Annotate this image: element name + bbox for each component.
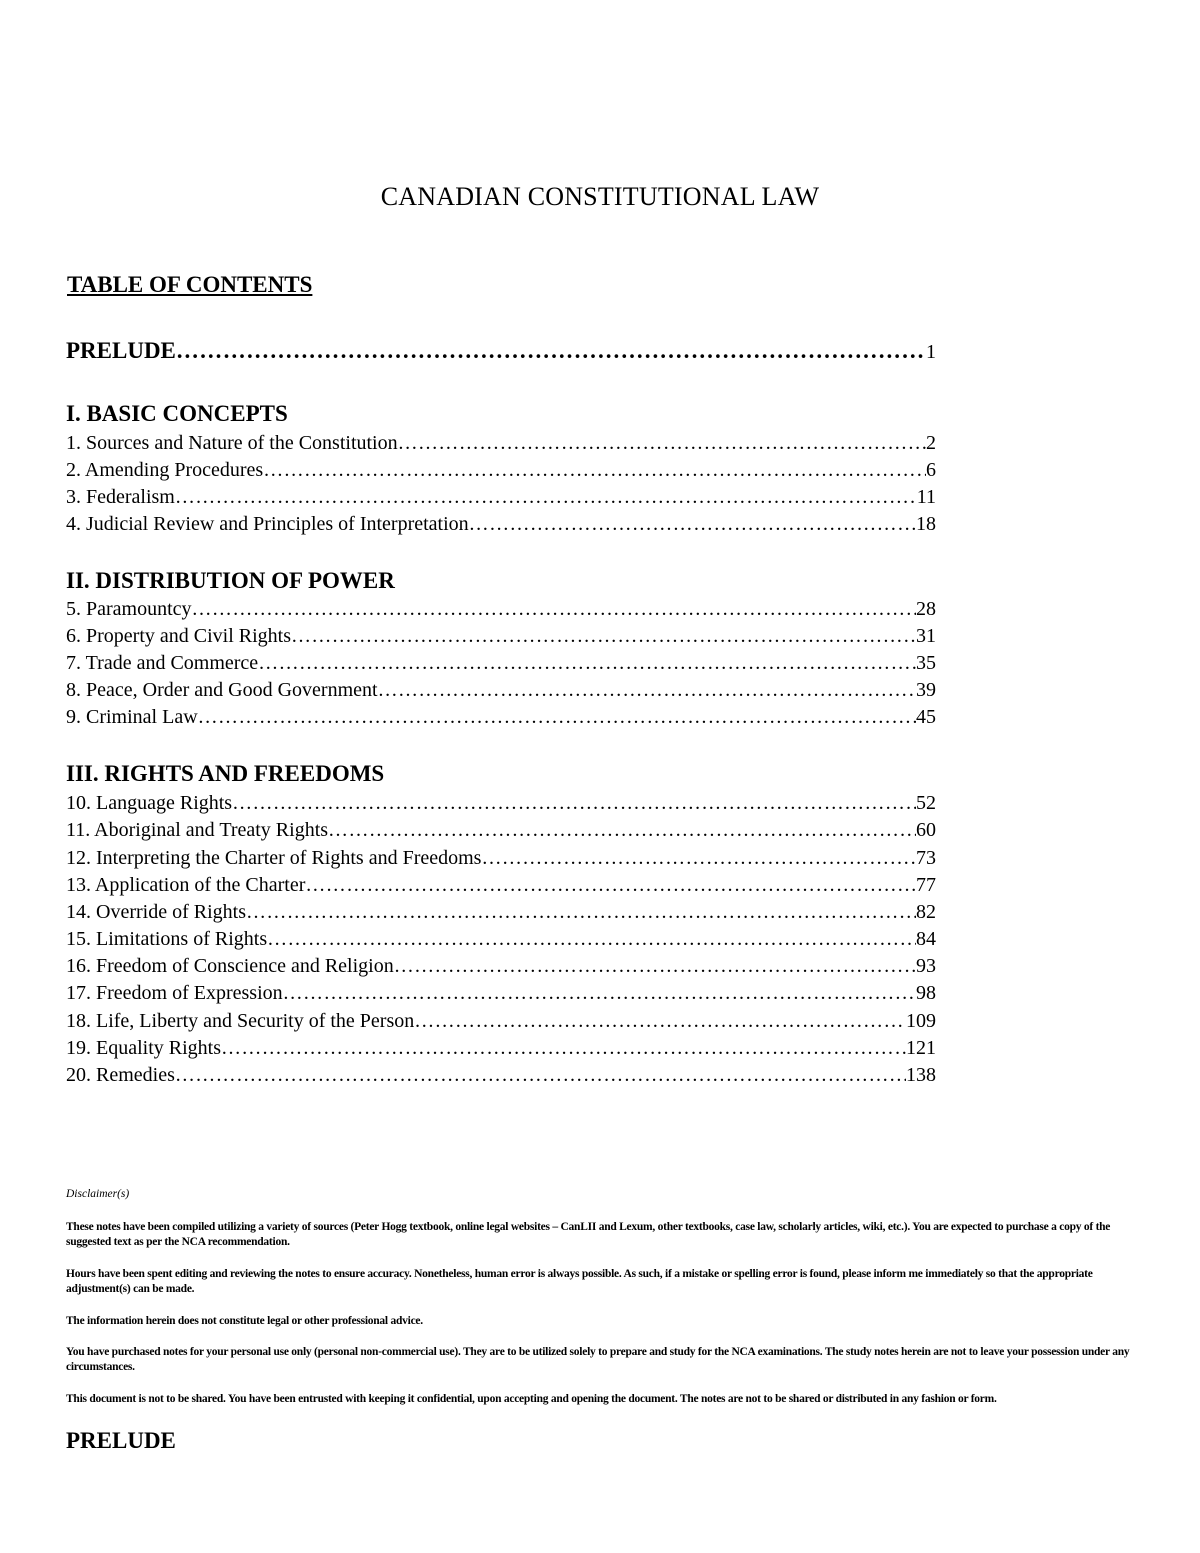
- disclaimer-paragraph: You have purchased notes for your personal use only (personal non-commercial use). They are to be utilized solely to prepare and study for the NCA examinations. The study notes herein are not to leave your possession under any circumstances.: [66, 1346, 1130, 1373]
- toc-entry-label: PRELUDE: [66, 338, 176, 363]
- toc-entry[interactable]: [66, 980, 936, 1006]
- toc-entry-label: 11. Aboriginal and Treaty Rights: [66, 819, 329, 841]
- toc-leader-dots: [176, 338, 926, 364]
- toc-heading: TABLE OF CONTENTS: [67, 272, 313, 297]
- toc-leader-dots: [246, 899, 916, 925]
- toc-entry-page: 98: [916, 982, 936, 1004]
- toc-entry-label: 18. Life, Liberty and Security of the Person: [66, 1010, 415, 1032]
- toc-entry-label: 6. Property and Civil Rights: [66, 625, 291, 647]
- toc-entry[interactable]: [66, 1062, 936, 1088]
- toc-entry-prelude[interactable]: [66, 338, 936, 365]
- toc-entry-page: 73: [916, 847, 936, 869]
- toc-entry[interactable]: [66, 511, 936, 537]
- toc-leader-dots: [267, 926, 916, 952]
- toc-entry[interactable]: [66, 430, 936, 456]
- toc-entry-page: 28: [916, 598, 936, 620]
- toc-entry-page: 93: [916, 955, 936, 977]
- toc-entry[interactable]: [66, 457, 936, 483]
- toc-entry-label: 5. Paramountcy: [66, 598, 192, 620]
- toc-entry[interactable]: [66, 596, 936, 622]
- toc-entry[interactable]: [66, 790, 936, 816]
- toc-entry-label: 14. Override of Rights: [66, 901, 246, 923]
- toc-entry[interactable]: [66, 817, 936, 843]
- disclaimer-paragraph: Hours have been spent editing and reviewing the notes to ensure accuracy. Nonetheless, human error is always possible. As such, if a mistake or spelling error is found, please inform me immediately so that the appropriate adjustment(s) can be made.: [66, 1268, 1093, 1295]
- toc-leader-dots: [283, 980, 916, 1006]
- toc-entry-page: 6: [926, 459, 936, 481]
- disclaimer-title: Disclaimer(s): [66, 1188, 130, 1200]
- toc-entry-page: 31: [916, 625, 936, 647]
- toc-entry-label: 7. Trade and Commerce: [66, 652, 259, 674]
- toc-leader-dots: [328, 817, 916, 843]
- toc-entry-label: 1. Sources and Nature of the Constitution: [66, 432, 398, 454]
- toc-entry[interactable]: [66, 953, 936, 979]
- toc-entry-label: 19. Equality Rights: [66, 1037, 221, 1059]
- toc-entry-label: 4. Judicial Review and Principles of Interpretation: [66, 513, 469, 535]
- toc-entry-page: 45: [916, 706, 936, 728]
- toc-entry-label: 16. Freedom of Conscience and Religion: [66, 955, 394, 977]
- toc-entry[interactable]: [66, 484, 936, 510]
- toc-leader-dots: [394, 953, 916, 979]
- toc-entry-label: 2. Amending Procedures: [66, 459, 264, 481]
- disclaimer-paragraph: These notes have been compiled utilizing a variety of sources (Peter Hogg textbook, online legal websites – CanLII and Lexum, other textbooks, case law, scholarly articles, wiki, etc.). You are expected to purchase a copy of the suggested text as per the NCA recommendation.: [66, 1221, 1111, 1248]
- toc-entry-label: 3. Federalism: [66, 486, 175, 508]
- toc-leader-dots: [263, 457, 926, 483]
- toc-entry-label: 9. Criminal Law: [66, 706, 198, 728]
- toc-entry-page: 84: [916, 928, 936, 950]
- section-heading-rights-and-freedoms: III. RIGHTS AND FREEDOMS: [66, 761, 385, 786]
- toc-leader-dots: [175, 484, 917, 510]
- toc-entry[interactable]: [66, 926, 936, 952]
- toc-entry[interactable]: [66, 650, 936, 676]
- toc-entry[interactable]: [66, 1008, 936, 1034]
- toc-entry-page: 121: [906, 1037, 936, 1059]
- toc-leader-dots: [398, 430, 926, 456]
- toc-entry-label: 8. Peace, Order and Good Government: [66, 679, 378, 701]
- toc-entry[interactable]: [66, 1035, 936, 1061]
- toc-entry-label: 13. Application of the Charter: [66, 874, 306, 896]
- toc-entry-page: 52: [916, 792, 936, 814]
- toc-leader-dots: [305, 872, 916, 898]
- toc-leader-dots: [291, 623, 916, 649]
- toc-leader-dots: [469, 511, 916, 537]
- toc-entry-page: 18: [916, 513, 936, 535]
- toc-entry-page: 77: [916, 874, 936, 896]
- toc-entry-page: 82: [916, 901, 936, 923]
- toc-entry-label: 10. Language Rights: [66, 792, 233, 814]
- toc-entry-page: 138: [906, 1064, 936, 1086]
- toc-entry-page: 60: [916, 819, 936, 841]
- prelude-heading: PRELUDE: [66, 1428, 176, 1453]
- toc-entry-label: 20. Remedies: [66, 1064, 175, 1086]
- document-title: CANADIAN CONSTITUTIONAL LAW: [380, 182, 820, 211]
- toc-entry-page: 11: [916, 486, 936, 508]
- toc-leader-dots: [414, 1008, 906, 1034]
- toc-entry[interactable]: [66, 872, 936, 898]
- toc-leader-dots: [221, 1035, 906, 1061]
- toc-entry-page: 39: [916, 679, 936, 701]
- toc-entry[interactable]: [66, 704, 936, 730]
- toc-entry[interactable]: [66, 845, 936, 871]
- toc-leader-dots: [378, 677, 916, 703]
- disclaimer-paragraph: The information herein does not constitute legal or other professional advice.: [66, 1315, 423, 1327]
- toc-leader-dots: [192, 596, 916, 622]
- toc-entry-label: 15. Limitations of Rights: [66, 928, 268, 950]
- toc-entry-label: 12. Interpreting the Charter of Rights and Freedoms: [66, 847, 482, 869]
- toc-entry-page: 2: [926, 432, 936, 454]
- toc-entry[interactable]: [66, 677, 936, 703]
- toc-entry[interactable]: [66, 623, 936, 649]
- section-heading-distribution-of-power: II. DISTRIBUTION OF POWER: [66, 568, 395, 593]
- section-heading-basic-concepts: I. BASIC CONCEPTS: [66, 401, 288, 426]
- toc-entry-page: 35: [916, 652, 936, 674]
- toc-entry[interactable]: [66, 899, 936, 925]
- toc-entry-label: 17. Freedom of Expression: [66, 982, 283, 1004]
- disclaimer-paragraph: This document is not to be shared. You have been entrusted with keeping it confidential, upon accepting and opening the document. The notes are not to be shared or distributed in any fashion or form.: [66, 1393, 997, 1405]
- toc-leader-dots: [175, 1062, 906, 1088]
- toc-leader-dots: [232, 790, 916, 816]
- toc-leader-dots: [198, 704, 916, 730]
- toc-leader-dots: [258, 650, 916, 676]
- toc-entry-page: 109: [906, 1010, 936, 1032]
- toc-entry-page: 1: [926, 341, 936, 363]
- toc-leader-dots: [481, 845, 916, 871]
